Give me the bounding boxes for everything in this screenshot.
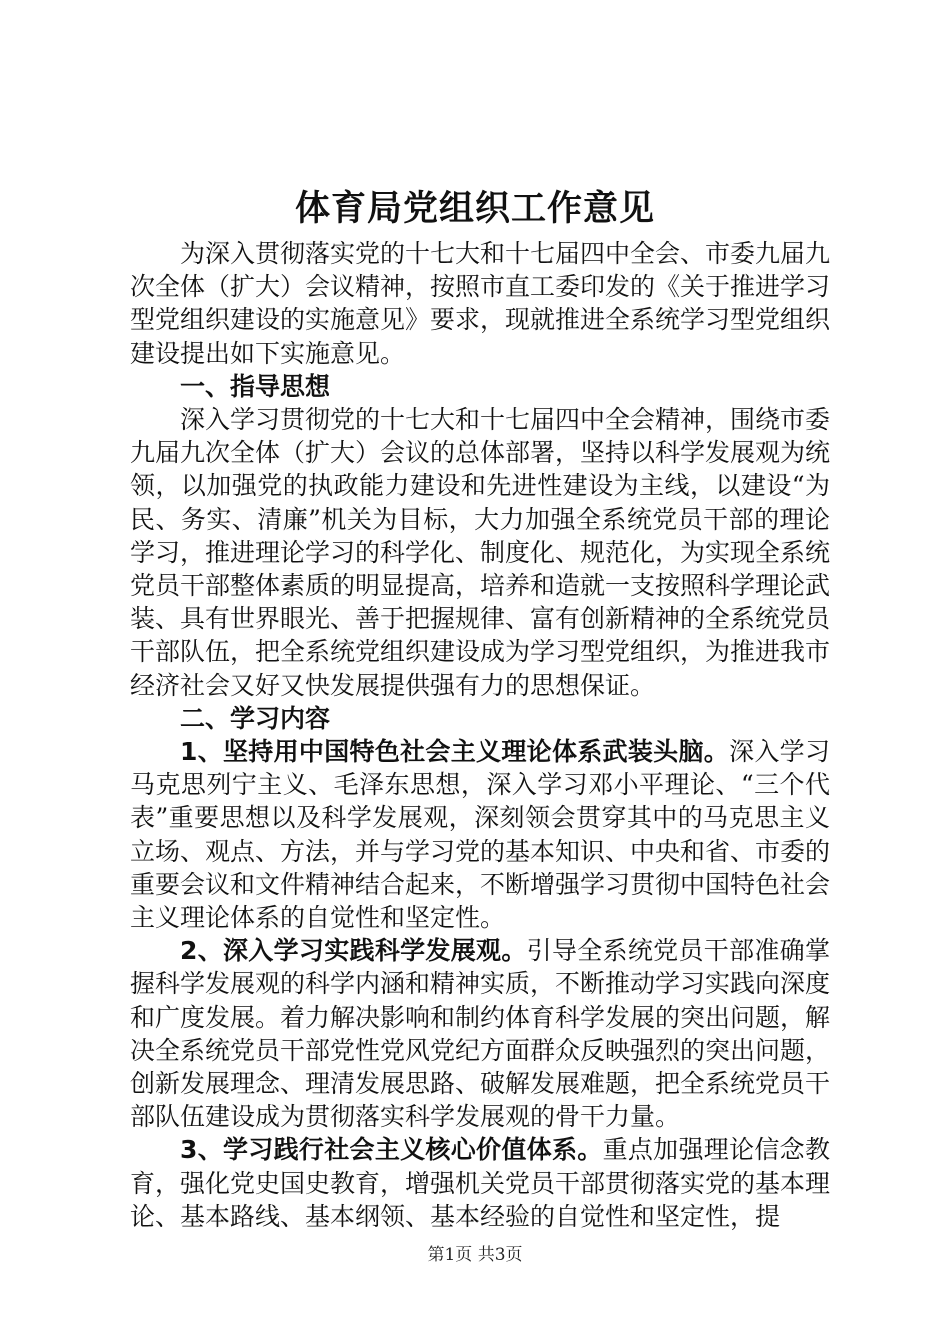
study-item-3-text: 重点加强理论信念教育，强化党史国史教育，增强机关党员干部贯彻落实党的基本理论、基本路线、基本纲领、基本经验的自觉性和坚定性，提: [130, 1135, 831, 1231]
study-item-2-lead: 2、深入学习实践科学发展观。: [180, 936, 527, 966]
section-heading-study-content: 二、学习内容: [180, 703, 331, 733]
study-item-3-lead: 3、学习践行社会主义核心价值体系。: [180, 1135, 603, 1165]
study-item-1-lead: 1、坚持用中国特色社会主义理论体系武装头脑。: [180, 737, 730, 767]
study-item-1: [130, 735, 830, 934]
intro-paragraph: 为深入贯彻落实党的十七大和十七届四中全会、市委九届九次全体（扩大）会议精神，按照市直工委印发的《关于推进学习型党组织建设的实施意见》要求，现就推进全系统学习型党组织建设提出如下实施意见。: [130, 239, 831, 368]
page-number-footer: 第1页 共3页: [427, 1245, 523, 1265]
section-paragraph-guiding-ideology: 深入学习贯彻党的十七大和十七届四中全会精神，围绕市委九届九次全体（扩大）会议的总体部署，坚持以科学发展观为统领，以加强党的执政能力建设和先进性建设为主线，以建设“为民、务实、清廉”机关为目标，大力加强全系统党员干部的理论学习，推进理论学习的科学化、制度化、规范化，为实现全系统党员干部整体素质的明显提高，培养和造就一支按照科学理论武装、具有世界眼光、善于把握规律、富有创新精神的全系统党员干部队伍，把全系统党组织建设成为学习型党组织，为推进我市经济社会又好又快发展提供强有力的思想保证。: [130, 405, 831, 700]
study-item-1-text: 深入学习马克思列宁主义、毛泽东思想，深入学习邓小平理论、“三个代表”重要思想以及科学发展观，深刻领会贯穿其中的马克思主义立场、观点、方法，并与学习党的基本知识、中央和省、市委的重要会议和文件精神结合起来，不断增强学习贯彻中国特色社会主义理论体系的自觉性和坚定性。: [130, 737, 831, 933]
study-item-2-text: 引导全系统党员干部准确掌握科学发展观的科学内涵和精神实质，不断推动学习实践向深度和广度发展。着力解决影响和制约体育科学发展的突出问题，解决全系统党员干部党性党风党纪方面群众反映强烈的突出问题，创新发展理念、理清发展思路、破解发展难题，把全系统党员干部队伍建设成为贯彻落实科学发展观的骨干力量。: [130, 936, 831, 1132]
document-title: 体育局党组织工作意见: [294, 189, 655, 229]
study-item-3: [130, 1133, 830, 1233]
study-item-2: [130, 934, 830, 1133]
section-heading-guiding-ideology: 一、指导思想: [180, 371, 331, 401]
document-body: [130, 237, 830, 1233]
